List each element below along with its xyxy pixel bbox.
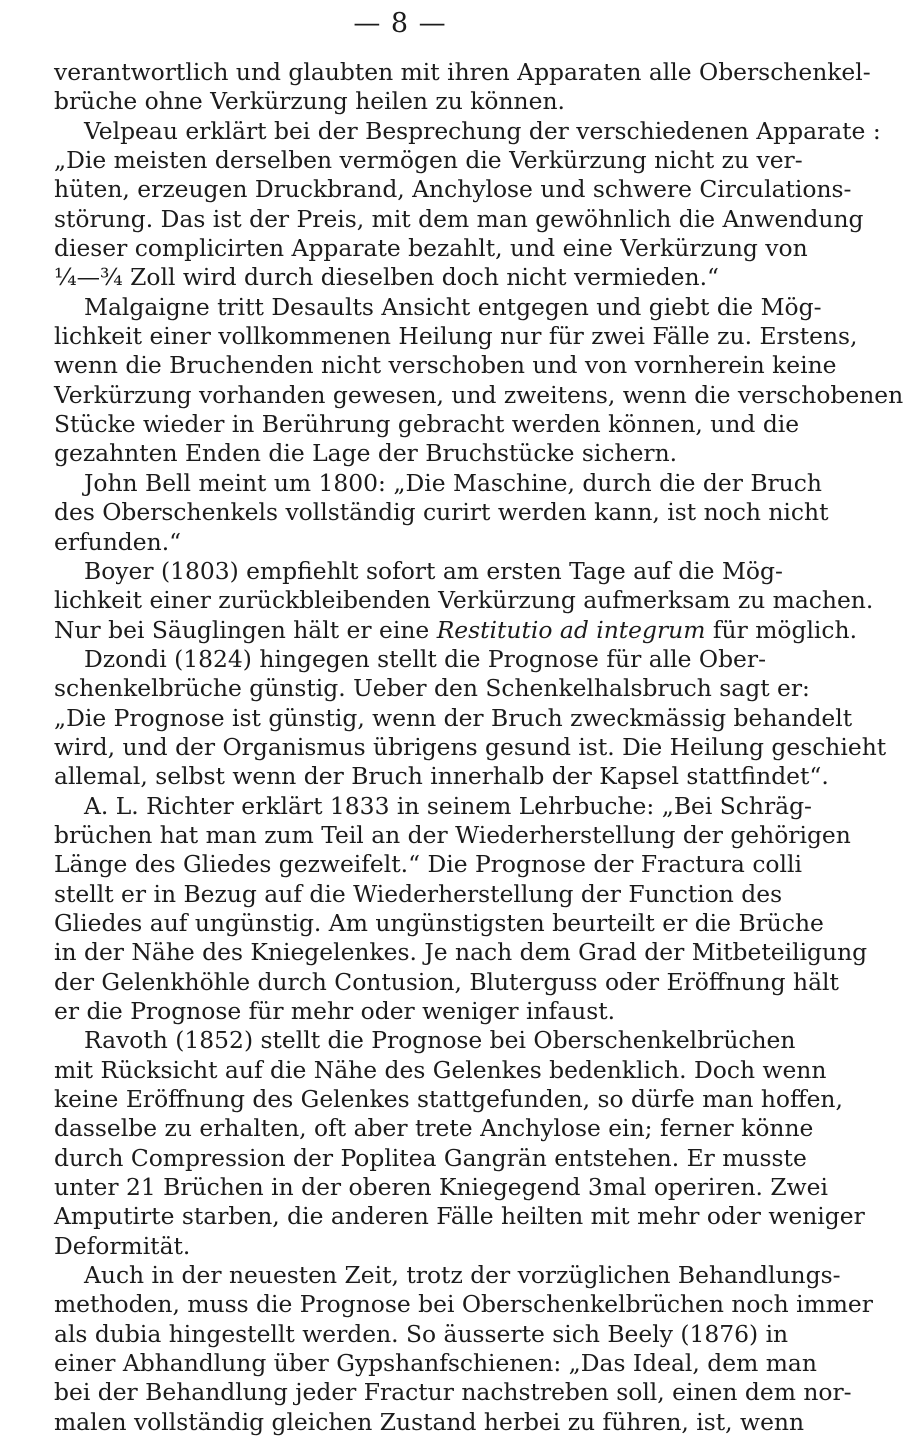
- page-number: — 8 —: [353, 8, 447, 39]
- paragraph: [54, 791, 868, 1027]
- text-line: brüche ohne Verkürzung heilen zu können.: [54, 87, 565, 116]
- text-line: einer Abhandlung über Gypshanfschienen: „Das Ideal, dem man: [54, 1349, 817, 1378]
- paragraph: [54, 1261, 873, 1437]
- paragraph: [54, 468, 829, 557]
- text-line: hüten, erzeugen Druckbrand, Anchylose und schwere Circulations-: [54, 175, 852, 204]
- text-line: Boyer (1803) empfiehlt sofort am ersten Tage auf die Mög-: [84, 556, 783, 585]
- text-run: für möglich.: [705, 615, 858, 644]
- text-line: Verkürzung vorhanden gewesen, und zweitens, wenn die verschobenen: [54, 380, 903, 409]
- text-line: als dubia hingestellt werden. So äusserte sich Beely (1876) in: [54, 1319, 789, 1348]
- text-line: verantwortlich und glaubten mit ihren Apparaten alle Oberschenkel-: [54, 58, 871, 86]
- text-line: allemal, selbst wenn der Bruch innerhalb der Kapsel stattfindet“.: [54, 762, 829, 791]
- text-line: keine Eröffnung des Gelenkes stattgefunden, so dürfe man hoffen,: [54, 1085, 843, 1114]
- paragraph: [54, 1026, 865, 1261]
- text-line: der Gelenkhöhle durch Contusion, Bluterguss oder Eröffnung hält: [54, 967, 839, 996]
- text-line: Stücke wieder in Berührung gebracht werden können, und die: [54, 410, 800, 439]
- text-line: brüchen hat man zum Teil an der Wiederherstellung der gehörigen: [54, 820, 851, 849]
- text-line: stellt er in Bezug auf die Wiederherstellung der Function des: [54, 879, 783, 908]
- paragraph: [54, 116, 881, 293]
- text-line: Dzondi (1824) hingegen stellt die Prognose für alle Ober-: [84, 644, 766, 673]
- text-line-mixed: [54, 615, 858, 645]
- text-line: störung. Das ist der Preis, mit dem man gewöhnlich die Anwendung: [54, 204, 864, 233]
- text-line: in der Nähe des Kniegelenkes. Je nach dem Grad der Mitbeteiligung: [54, 938, 868, 967]
- text-line: Amputirte starben, die anderen Fälle heilten mit mehr oder weniger: [54, 1202, 865, 1231]
- paragraph: [54, 58, 871, 117]
- text-run: Nur bei Säuglingen hält er eine: [54, 615, 437, 644]
- text-line: Ravoth (1852) stellt die Prognose bei Oberschenkelbrüchen: [84, 1026, 796, 1055]
- text-line: ¼—¾ Zoll wird durch dieselben doch nicht vermieden.“: [54, 263, 719, 292]
- paragraph: [54, 644, 887, 792]
- text-line: er die Prognose für mehr oder weniger infaust.: [54, 997, 616, 1025]
- text-line: „Die meisten derselben vermögen die Verkürzung nicht zu ver-: [54, 146, 803, 175]
- text-line: A. L. Richter erklärt 1833 in seinem Lehrbuche: „Bei Schräg-: [84, 791, 812, 820]
- text-line: erfunden.“: [54, 527, 182, 556]
- text-line: Velpeau erklärt bei der Besprechung der verschiedenen Apparate :: [84, 116, 881, 145]
- text-line: Länge des Gliedes gezweifelt.“ Die Prognose der Fractura colli: [54, 850, 802, 879]
- body-text: [54, 58, 903, 1437]
- text-line: methoden, muss die Prognose bei Oberschenkelbrüchen noch immer: [54, 1290, 873, 1319]
- text-line: mit Rücksicht auf die Nähe des Gelenkes bedenklich. Doch wenn: [54, 1055, 827, 1084]
- text-line: malen vollständig gleichen Zustand herbei zu führen, ist, wenn: [54, 1407, 805, 1436]
- text-line: lichkeit einer zurückbleibenden Verkürzung aufmerksam zu machen.: [54, 586, 874, 615]
- text-line: Deformität.: [54, 1231, 191, 1260]
- text-line: „Die Prognose ist günstig, wenn der Bruch zweckmässig behandelt: [54, 703, 853, 732]
- text-line: durch Compression der Poplitea Gangrän entstehen. Er musste: [54, 1143, 807, 1172]
- text-line: Gliedes auf ungünstig. Am ungünstigsten beurteilt er die Brüche: [54, 908, 824, 937]
- text-line: wird, und der Organismus übrigens gesund ist. Die Heilung geschieht: [54, 732, 887, 761]
- paragraph: [54, 292, 903, 469]
- text-line: John Bell meint um 1800: „Die Maschine, durch die der Bruch: [84, 468, 822, 497]
- text-line: Malgaigne tritt Desaults Ansicht entgegen und giebt die Mög-: [84, 292, 822, 321]
- text-line: lichkeit einer vollkommenen Heilung nur für zwei Fälle zu. Erstens,: [54, 322, 858, 351]
- paragraph: [54, 556, 874, 645]
- text-line: des Oberschenkels vollständig curirt werden kann, ist noch nicht: [54, 498, 829, 527]
- text-line: gezahnten Enden die Lage der Bruchstücke sichern.: [54, 439, 678, 468]
- text-line: bei der Behandlung jeder Fractur nachstreben soll, einen dem nor-: [54, 1378, 852, 1407]
- text-line: wenn die Bruchenden nicht verschoben und von vornherein keine: [54, 351, 837, 380]
- text-line: Auch in der neuesten Zeit, trotz der vorzüglichen Behandlungs-: [84, 1261, 841, 1290]
- text-line: dieser complicirten Apparate bezahlt, und eine Verkürzung von: [54, 234, 808, 263]
- text-line: dasselbe zu erhalten, oft aber trete Anchylose ein; ferner könne: [54, 1114, 814, 1143]
- text-line: unter 21 Brüchen in der oberen Kniegegend 3mal operiren. Zwei: [54, 1173, 828, 1202]
- text-line: schenkelbrüche günstig. Ueber den Schenkelhalsbruch sagt er:: [54, 674, 810, 703]
- latin-phrase: Restitutio ad integrum: [436, 615, 706, 644]
